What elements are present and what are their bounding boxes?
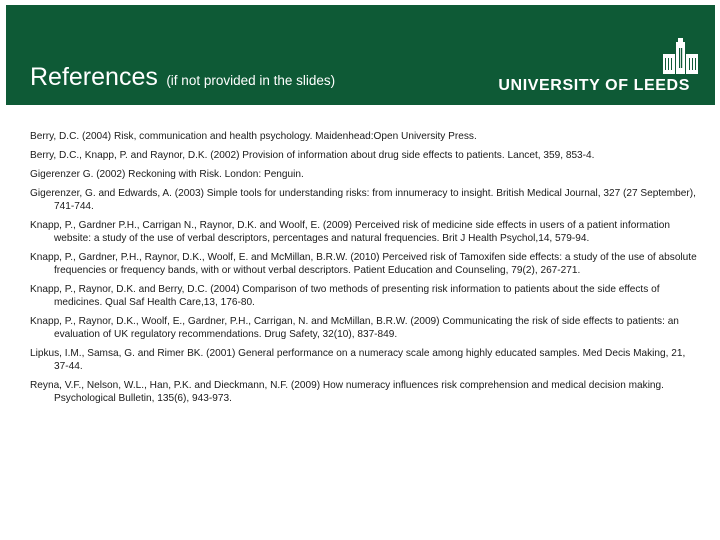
header-banner <box>6 5 715 105</box>
reference-item: Knapp, P., Gardner P.H., Carrigan N., Raynor, D.K. and Woolf, E. (2009) Perceived risk of medicine side effects in users of a patient information website: a study of the use of verbal descriptors, percentages and natural frequencies. Brit J Health Psychol,14, 579-94. <box>30 220 670 244</box>
title-main: References <box>30 63 158 91</box>
reference-list <box>30 130 698 411</box>
reference-item: Knapp, P., Raynor, D.K. and Berry, D.C. (2004) Comparison of two methods of presenting risk information to patients about the side effects of medicines. Qual Saf Health Care,13, 176-80. <box>30 284 660 308</box>
page-title <box>30 63 335 92</box>
reference-item: Knapp, P., Raynor, D.K., Woolf, E., Gardner, P.H., Carrigan, N. and McMillan, B.R.W. (2009) Communicating the risk of side effects to patients: an evaluation of UK regulatory recommendations. Drug Safety, 32(10), 837-849. <box>30 316 679 340</box>
reference-item: Reyna, V.F., Nelson, W.L., Han, P.K. and Dieckmann, N.F. (2009) How numeracy influences risk comprehension and medical decision making. Psychological Bulletin, 135(6), 943-973. <box>30 380 664 404</box>
title-subtitle: (if not provided in the slides) <box>166 73 336 88</box>
reference-item: Lipkus, I.M., Samsa, G. and Rimer BK. (2001) General performance on a numeracy scale among highly educated samples. Med Decis Making, 21, 37-44. <box>30 348 686 372</box>
university-building-icon <box>661 38 699 76</box>
reference-item: Gigerenzer G. (2002) Reckoning with Risk. London: Penguin. <box>30 169 304 180</box>
reference-item: Berry, D.C. (2004) Risk, communication and health psychology. Maidenhead:Open University Press. <box>30 131 477 142</box>
university-logo-text: UNIVERSITY OF LEEDS <box>498 77 690 94</box>
reference-item: Berry, D.C., Knapp, P. and Raynor, D.K. (2002) Provision of information about drug side effects to patients. Lancet, 359, 853-4. <box>30 150 595 161</box>
reference-item: Gigerenzer, G. and Edwards, A. (2003) Simple tools for understanding risks: from innumeracy to insight. British Medical Journal, 327 (27 September), 741-744. <box>30 188 696 212</box>
reference-item: Knapp, P., Gardner, P.H., Raynor, D.K., Woolf, E. and McMillan, B.R.W. (2010) Perceived risk of Tamoxifen side effects: a study of the use of absolute frequencies or frequency bands, with or without verbal descriptors. Patient Education and Counseling, 79(2), 267-271. <box>30 252 697 276</box>
